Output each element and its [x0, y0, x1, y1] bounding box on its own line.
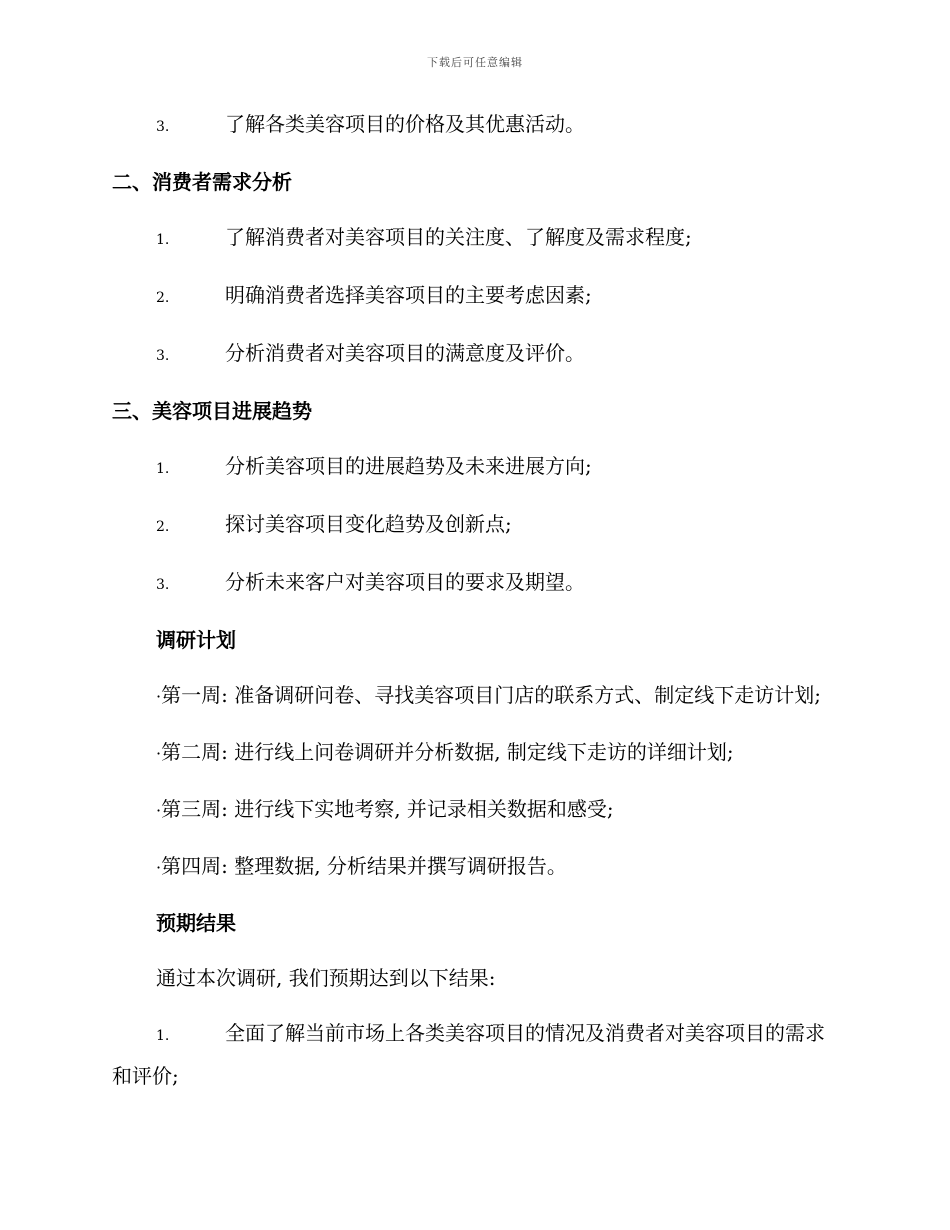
list-item	[112, 504, 838, 547]
list-item	[112, 104, 838, 147]
list-number: 1.	[156, 461, 170, 477]
bullet-mark: ·	[156, 858, 162, 877]
list-text: 了解各类美容项目的价格及其优惠活动。	[225, 112, 585, 136]
list-text: 分析未来客户对美容项目的要求及期望。	[225, 570, 585, 594]
section-heading-results: 预期结果	[156, 911, 236, 935]
list-item	[112, 217, 838, 260]
bullet-mark: ·	[156, 744, 162, 763]
list-item	[112, 333, 838, 376]
list-text: 分析美容项目的进展趋势及未来进展方向;	[225, 454, 592, 478]
section-heading-trends: 三、美容项目进展趋势	[112, 399, 312, 423]
plan-text: 第一周: 准备调研问卷、寻找美容项目门店的联系方式、制定线下走访计划;	[161, 683, 821, 707]
list-text: 全面了解当前市场上各类美容项目的情况及消费者对美容项目的需求和评价;	[112, 1021, 825, 1088]
header-watermark: 下载后可任意编辑	[427, 56, 523, 69]
bullet-mark: ·	[156, 687, 162, 706]
list-text: 了解消费者对美容项目的关注度、了解度及需求程度;	[225, 225, 692, 249]
list-number: 2.	[156, 519, 170, 535]
list-number: 2.	[156, 290, 170, 306]
list-number: 1.	[156, 232, 170, 248]
list-number: 3.	[156, 577, 170, 593]
results-intro: 通过本次调研, 我们预期达到以下结果:	[156, 966, 496, 990]
plan-text: 第四周: 整理数据, 分析结果并撰写调研报告。	[161, 854, 567, 878]
list-number: 3.	[156, 348, 170, 364]
list-text: 明确消费者选择美容项目的主要考虑因素;	[225, 283, 592, 307]
plan-text: 第三周: 进行线下实地考察, 并记录相关数据和感受;	[161, 797, 614, 821]
list-item	[112, 1013, 838, 1096]
bullet-mark: ·	[156, 801, 162, 820]
document-body	[112, 104, 838, 1111]
plan-text: 第二周: 进行线上问卷调研并分析数据, 制定线下走访的详细计划;	[161, 740, 734, 764]
section-heading-consumer-needs: 二、消费者需求分析	[112, 170, 292, 194]
list-number: 3.	[156, 119, 170, 135]
plan-item	[112, 846, 838, 888]
list-text: 分析消费者对美容项目的满意度及评价。	[225, 341, 585, 365]
list-item	[112, 446, 838, 489]
list-text: 探讨美容项目变化趋势及创新点;	[225, 512, 512, 536]
plan-item	[112, 732, 838, 774]
section-heading-plan: 调研计划	[156, 628, 236, 652]
list-number: 1.	[156, 1028, 170, 1044]
plan-item	[112, 789, 838, 831]
list-item	[112, 562, 838, 605]
list-item	[112, 275, 838, 318]
plan-item	[112, 675, 838, 717]
